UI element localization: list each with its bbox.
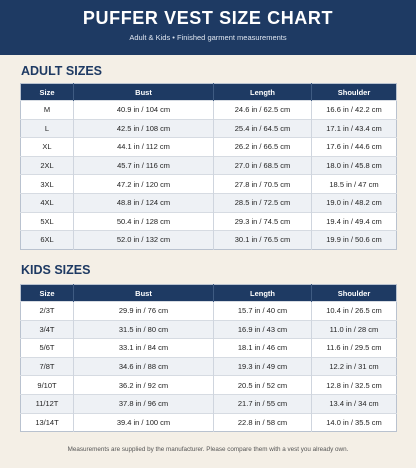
column-header-length: Length bbox=[214, 84, 312, 101]
table-row bbox=[21, 101, 397, 120]
bust-cell: 45.7 in / 116 cm bbox=[74, 156, 214, 175]
shoulder-cell: 19.9 in / 50.6 cm bbox=[312, 231, 397, 250]
length-cell: 26.2 in / 66.5 cm bbox=[214, 138, 312, 157]
length-cell: 18.1 in / 46 cm bbox=[214, 339, 312, 358]
size-cell: 5XL bbox=[21, 212, 74, 231]
table-row bbox=[21, 231, 397, 250]
table-row bbox=[21, 339, 397, 358]
shoulder-cell: 18.5 in / 47 cm bbox=[312, 175, 397, 194]
bust-cell: 40.9 in / 104 cm bbox=[74, 101, 214, 120]
footer-note: Measurements are supplied by the manufacturer. Please compare them with a vest you already own. bbox=[67, 446, 349, 453]
length-cell: 24.6 in / 62.5 cm bbox=[214, 101, 312, 120]
size-cell: 9/10T bbox=[21, 376, 74, 395]
table-row bbox=[21, 193, 397, 212]
bust-cell: 44.1 in / 112 cm bbox=[74, 138, 214, 157]
table-header-row bbox=[21, 285, 397, 302]
table-row bbox=[21, 413, 397, 432]
shoulder-cell: 19.0 in / 48.2 cm bbox=[312, 193, 397, 212]
size-cell: 6XL bbox=[21, 231, 74, 250]
length-cell: 27.0 in / 68.5 cm bbox=[214, 156, 312, 175]
bust-cell: 36.2 in / 92 cm bbox=[74, 376, 214, 395]
column-header-bust: Bust bbox=[74, 285, 214, 302]
size-cell: M bbox=[21, 101, 74, 120]
kids-table-body bbox=[21, 302, 397, 432]
shoulder-cell: 16.6 in / 42.2 cm bbox=[312, 101, 397, 120]
bust-cell: 42.5 in / 108 cm bbox=[74, 119, 214, 138]
column-header-size: Size bbox=[21, 84, 74, 101]
page-title: PUFFER VEST SIZE CHART bbox=[82, 8, 334, 28]
length-cell: 22.8 in / 58 cm bbox=[214, 413, 312, 432]
length-cell: 30.1 in / 76.5 cm bbox=[214, 231, 312, 250]
length-cell: 29.3 in / 74.5 cm bbox=[214, 212, 312, 231]
size-cell: 11/12T bbox=[21, 394, 74, 413]
length-cell: 19.3 in / 49 cm bbox=[214, 357, 312, 376]
bust-cell: 34.6 in / 88 cm bbox=[74, 357, 214, 376]
length-cell: 25.4 in / 64.5 cm bbox=[214, 119, 312, 138]
size-cell: 4XL bbox=[21, 193, 74, 212]
length-cell: 21.7 in / 55 cm bbox=[214, 394, 312, 413]
shoulder-cell: 10.4 in / 26.5 cm bbox=[312, 302, 397, 321]
shoulder-cell: 18.0 in / 45.8 cm bbox=[312, 156, 397, 175]
size-cell: 2/3T bbox=[21, 302, 74, 321]
bust-cell: 31.5 in / 80 cm bbox=[74, 320, 214, 339]
column-header-size: Size bbox=[21, 285, 74, 302]
table-row bbox=[21, 119, 397, 138]
column-header-shoulder: Shoulder bbox=[312, 84, 397, 101]
size-cell: XL bbox=[21, 138, 74, 157]
size-cell: 13/14T bbox=[21, 413, 74, 432]
size-cell: 7/8T bbox=[21, 357, 74, 376]
bust-cell: 33.1 in / 84 cm bbox=[74, 339, 214, 358]
table-row bbox=[21, 394, 397, 413]
shoulder-cell: 12.8 in / 32.5 cm bbox=[312, 376, 397, 395]
column-header-length: Length bbox=[214, 285, 312, 302]
shoulder-cell: 12.2 in / 31 cm bbox=[312, 357, 397, 376]
bust-cell: 37.8 in / 96 cm bbox=[74, 394, 214, 413]
size-cell: 2XL bbox=[21, 156, 74, 175]
length-cell: 16.9 in / 43 cm bbox=[214, 320, 312, 339]
page-subtitle: Adult & Kids • Finished garment measurements bbox=[129, 33, 287, 42]
bust-cell: 29.9 in / 76 cm bbox=[74, 302, 214, 321]
table-header-row bbox=[21, 84, 397, 101]
table-row bbox=[21, 357, 397, 376]
adult-section-title: ADULT SIZES bbox=[21, 64, 103, 78]
table-row bbox=[21, 212, 397, 231]
length-cell: 15.7 in / 40 cm bbox=[214, 302, 312, 321]
bust-cell: 39.4 in / 100 cm bbox=[74, 413, 214, 432]
kids-size-table bbox=[20, 284, 397, 432]
bust-cell: 47.2 in / 120 cm bbox=[74, 175, 214, 194]
size-cell: 5/6T bbox=[21, 339, 74, 358]
shoulder-cell: 11.0 in / 28 cm bbox=[312, 320, 397, 339]
table-row bbox=[21, 175, 397, 194]
table-row bbox=[21, 376, 397, 395]
adult-size-table bbox=[20, 83, 397, 250]
shoulder-cell: 17.6 in / 44.6 cm bbox=[312, 138, 397, 157]
table-row bbox=[21, 302, 397, 321]
size-cell: 3XL bbox=[21, 175, 74, 194]
size-cell: L bbox=[21, 119, 74, 138]
shoulder-cell: 11.6 in / 29.5 cm bbox=[312, 339, 397, 358]
length-cell: 20.5 in / 52 cm bbox=[214, 376, 312, 395]
shoulder-cell: 13.4 in / 34 cm bbox=[312, 394, 397, 413]
kids-section-title: KIDS SIZES bbox=[21, 263, 91, 277]
page-header bbox=[0, 0, 416, 55]
shoulder-cell: 17.1 in / 43.4 cm bbox=[312, 119, 397, 138]
table-row bbox=[21, 156, 397, 175]
column-header-shoulder: Shoulder bbox=[312, 285, 397, 302]
adult-table-body bbox=[21, 101, 397, 250]
column-header-bust: Bust bbox=[74, 84, 214, 101]
bust-cell: 48.8 in / 124 cm bbox=[74, 193, 214, 212]
shoulder-cell: 14.0 in / 35.5 cm bbox=[312, 413, 397, 432]
table-row bbox=[21, 320, 397, 339]
size-cell: 3/4T bbox=[21, 320, 74, 339]
shoulder-cell: 19.4 in / 49.4 cm bbox=[312, 212, 397, 231]
length-cell: 28.5 in / 72.5 cm bbox=[214, 193, 312, 212]
bust-cell: 50.4 in / 128 cm bbox=[74, 212, 214, 231]
length-cell: 27.8 in / 70.5 cm bbox=[214, 175, 312, 194]
bust-cell: 52.0 in / 132 cm bbox=[74, 231, 214, 250]
table-row bbox=[21, 138, 397, 157]
